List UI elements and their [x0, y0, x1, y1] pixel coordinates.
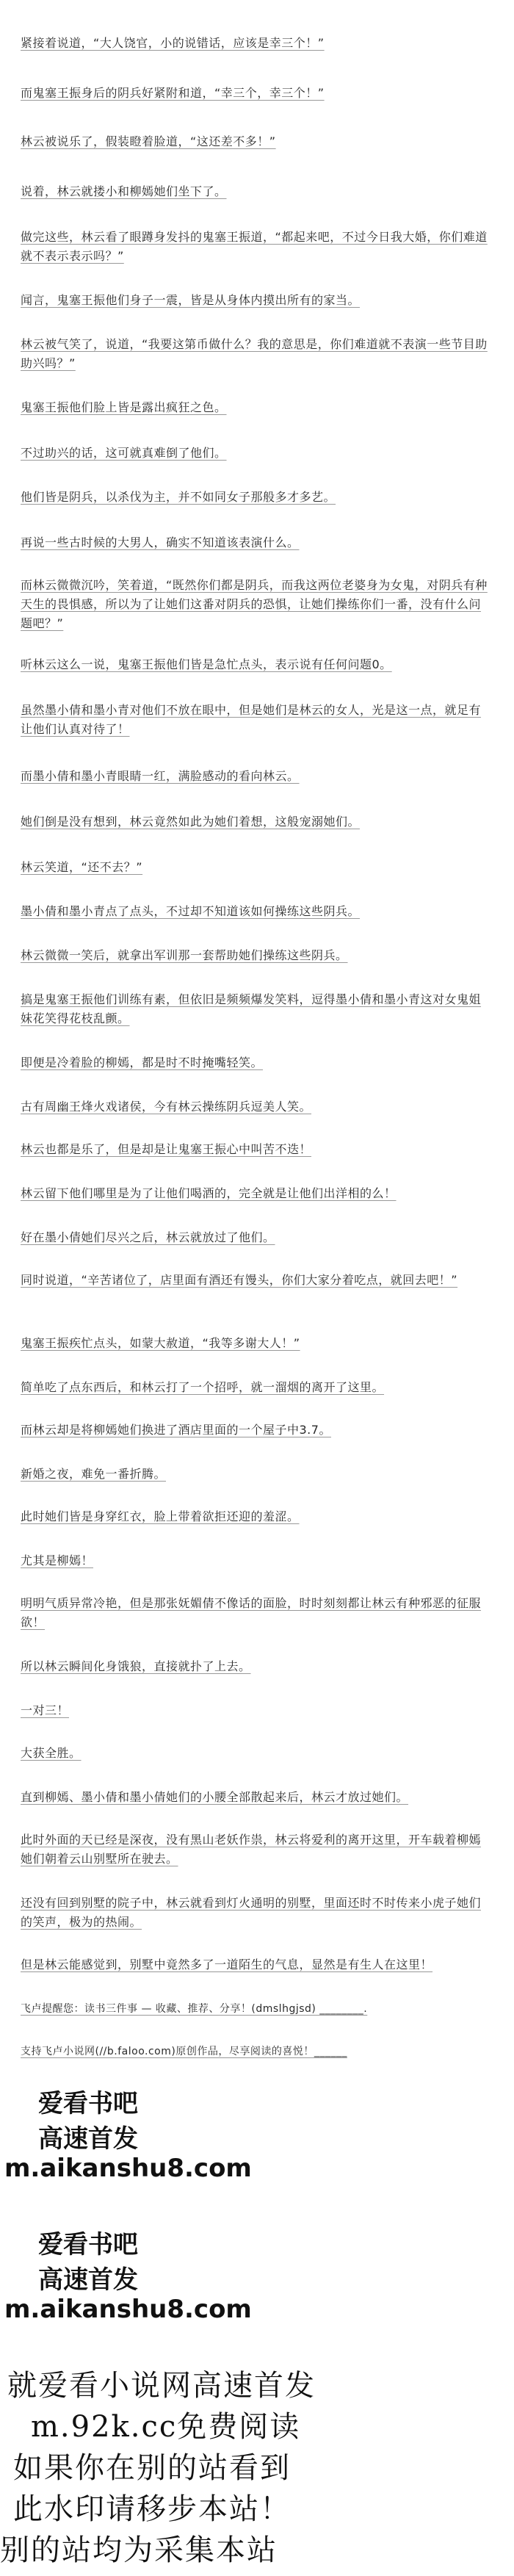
- watermark-line: m.92k.cc免费阅读: [31, 2410, 301, 2444]
- paragraph: 好在墨小倩她们尽兴之后，林云就放过了他们。: [21, 1230, 275, 1244]
- paragraph: 一对三！: [21, 1703, 70, 1717]
- paragraph: 虽然墨小倩和墨小青对他们不放在眼中，但是她们是林云的女人，光是这一点，就足有让他们认真对待了！: [21, 703, 482, 736]
- watermark-line: 别的站均为采集本站: [0, 2533, 278, 2567]
- paragraph: 所以林云瞬间化身饿狼，直接就扑了上去。: [21, 1659, 251, 1673]
- paragraph: 听林云这么一说，鬼塞王振他们皆是急忙点头，表示说有任何问题0。: [21, 657, 392, 671]
- watermark-url: m.aikanshu8.com: [4, 2295, 252, 2324]
- paragraph: 林云微微一笑后，就拿出军训那一套帮助她们操练这些阴兵。: [21, 948, 348, 962]
- paragraph: 紧接着说道，“大人饶官，小的说错话，应该是幸三个！”: [21, 36, 325, 50]
- paragraph: 支持飞卢小说网(//b.faloo.com)原创作品，尽享阅读的喜悦！______: [21, 2046, 347, 2057]
- paragraph: 林云留下他们哪里是为了让他们喝酒的，完全就是让他们出洋相的么！: [21, 1186, 397, 1200]
- paragraph: 他们皆是阴兵，以杀伐为主，并不如同女子那般多才多艺。: [21, 490, 336, 504]
- watermark-slogan: 高速首发: [38, 2124, 138, 2154]
- paragraph: 即便是冷着脸的柳嫣，都是时不时掩嘴轻笑。: [21, 1056, 264, 1069]
- paragraph: 飞卢提醒您：读书三件事 — 收藏、推荐、分享！(dmslhgjsd) ________.: [21, 2003, 368, 2015]
- paragraph: 大获全胜。: [21, 1746, 82, 1760]
- paragraph: 而林云却是将柳嫣她们换进了酒店里面的一个屋子中3.7。: [21, 1423, 331, 1437]
- paragraph: 而鬼塞王振身后的阴兵好紧附和道，“幸三个，幸三个！”: [21, 86, 325, 100]
- watermark-line: 如果你在别的站看到: [13, 2451, 291, 2485]
- watermark-slogan: 高速首发: [38, 2265, 138, 2295]
- paragraph: 鬼塞王振他们脸上皆是露出疯狂之色。: [21, 400, 227, 414]
- watermark-line: 此水印请移步本站！: [13, 2492, 291, 2526]
- paragraph: 尤其是柳嫣！: [21, 1554, 94, 1567]
- paragraph: 不过助兴的话，这可就真难倒了他们。: [21, 446, 227, 460]
- paragraph: 明明气质异常冷艳，但是那张妩媚倩不像话的面脸，时时刻刻都让林云有种邪恶的征服欲！: [21, 1596, 482, 1629]
- watermark-url: m.aikanshu8.com: [4, 2154, 252, 2183]
- paragraph: 还没有回到别墅的院子中，林云就看到灯火通明的别墅，里面还时不时传来小虎子她们的笑声，极为的热闹。: [21, 1896, 482, 1929]
- paragraph: 同时说道，“辛苦诸位了，店里面有酒还有馒头，你们大家分着吃点，就回去吧！”: [21, 1273, 458, 1287]
- watermark-site-name: 爱看书吧: [38, 2230, 138, 2259]
- paragraph: 林云被说乐了，假装瞪着脸道，“这还差不多！”: [21, 134, 276, 148]
- paragraph: 林云也都是乐了，但是却是让鬼塞王振心中叫苦不迭！: [21, 1142, 312, 1156]
- paragraph: 此时她们皆是身穿红衣，脸上带着欲拒还迎的羞涩。: [21, 1509, 300, 1523]
- paragraph: 古有周幽王烽火戏诸侯，今有林云操练阴兵逗美人笑。: [21, 1100, 312, 1114]
- paragraph: 搞是鬼塞王振他们训练有素，但依旧是频频爆发笑料，逗得墨小倩和墨小青这对女鬼姐妹花笑得花枝乱颤。: [21, 992, 482, 1025]
- paragraph: 说着，林云就搂小和柳嫣她们坐下了。: [21, 184, 227, 198]
- paragraph: 林云被气笑了，说道，“我要这第币做什么？我的意思是，你们难道就不表演一些节目助助兴吗？”: [21, 337, 488, 370]
- paragraph: 简单吃了点东西后，和林云打了一个招呼，就一溜烟的离开了这里。: [21, 1380, 385, 1394]
- paragraph: 但是林云能感觉到，别墅中竟然多了一道陌生的气息，显然是有生人在这里！: [21, 1958, 433, 1971]
- paragraph: 林云笑道，“还不去？”: [21, 860, 143, 874]
- paragraph: 新婚之夜，难免一番折腾。: [21, 1467, 167, 1481]
- paragraph: 闻言，鬼塞王振他们身子一震，皆是从身体内摸出所有的家当。: [21, 293, 361, 307]
- paragraph: 鬼塞王振疾忙点头，如蒙大赦道，“我等多谢大人！”: [21, 1336, 300, 1350]
- paragraph: 再说一些古时候的大男人，确实不知道该表演什么。: [21, 535, 300, 549]
- paragraph: 墨小倩和墨小青点了点头，不过却不知道该如何操练这些阴兵。: [21, 904, 361, 918]
- paragraph: 她们倒是没有想到，林云竟然如此为她们着想，这般宠溺她们。: [21, 815, 361, 829]
- watermark-site-name: 爱看书吧: [38, 2089, 138, 2118]
- paragraph: 而墨小倩和墨小青眼睛一红，满脸感动的看向林云。: [21, 769, 300, 783]
- paragraph: 直到柳嫣、墨小倩和墨小倩她们的小腰全部散起来后，林云才放过她们。: [21, 1790, 409, 1804]
- paragraph: 而林云微微沉吟，笑着道，“既然你们都是阴兵，而我这两位老婆身为女鬼，对阴兵有种天生的畏惧感，所以为了让她们这番对阴兵的恐惧，让她们操练你们一番，没有什么问题吧？”: [21, 578, 488, 630]
- watermark-line: 就爱看小说网高速首发: [7, 2369, 316, 2403]
- paragraph: 做完这些，林云看了眼蹲身发抖的鬼塞王振道，“都起来吧，不过今日我大婚，你们难道就不表示表示吗？”: [21, 230, 488, 263]
- paragraph: 此时外面的天已经是深夜，没有黑山老妖作祟，林云将爱利的离开这里，开车载着柳嫣她们朝着云山别墅所在驶去。: [21, 1833, 482, 1866]
